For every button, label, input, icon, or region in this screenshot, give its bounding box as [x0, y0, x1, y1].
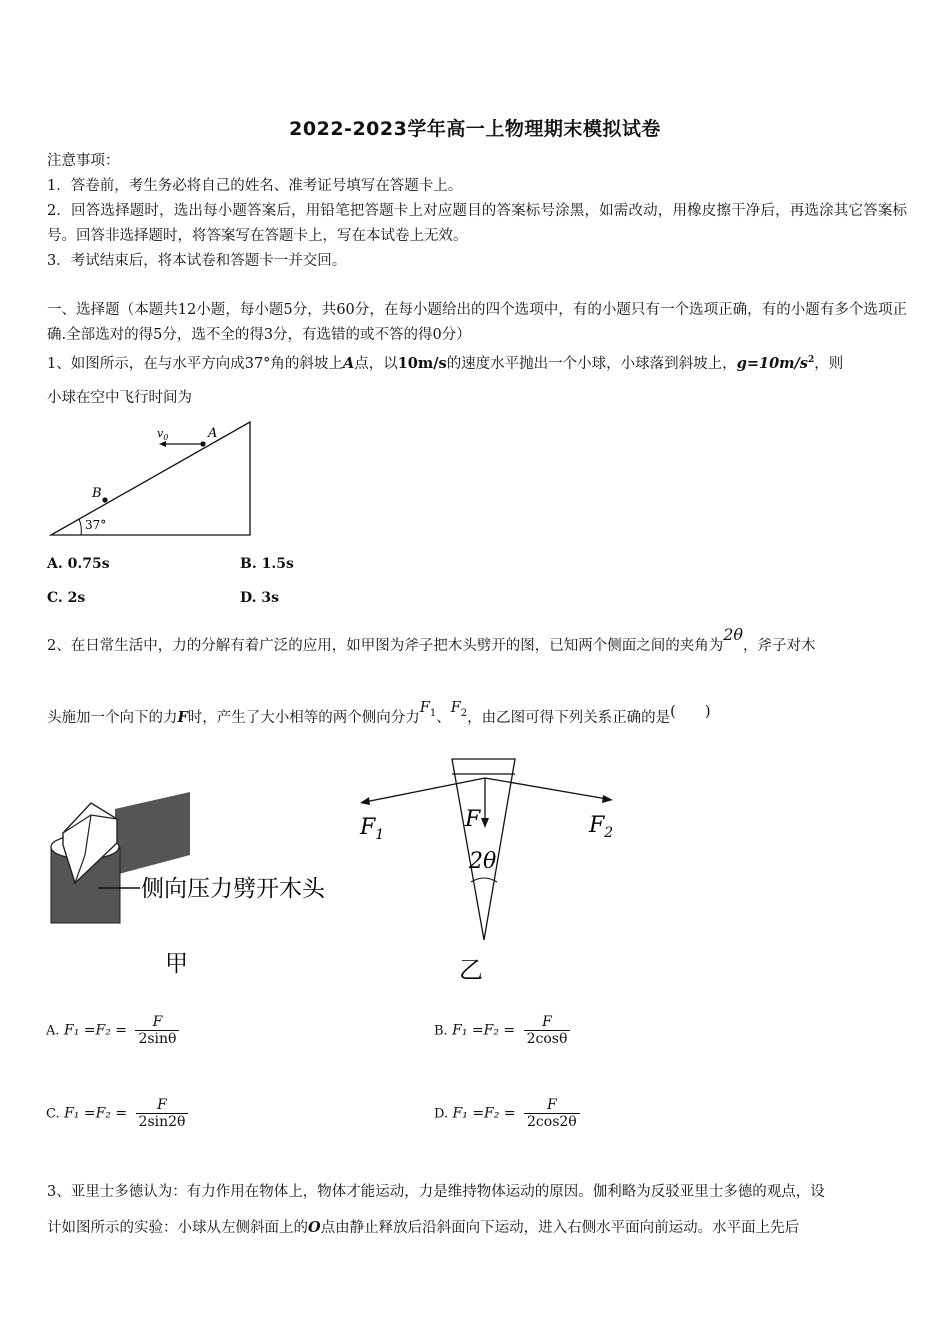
v0-label: $v_0$	[157, 427, 169, 442]
q3-stem-line1: 3、亚里士多德认为：有力作用在物体上，物体才能运动，力是维持物体运动的原因。伽利略为反驳亚里士多德的观点，设	[47, 1184, 825, 1200]
label-f1: $F_1$	[360, 815, 385, 843]
yi-caption: 乙	[459, 956, 483, 984]
jia-label: 侧向压力劈开木头	[141, 876, 325, 902]
incline-triangle	[51, 422, 250, 535]
q1-option-a[interactable]: A. 0.75s	[47, 556, 110, 572]
notice-item-3: 3．考试结束后，将本试卷和答题卡一并交回。	[47, 253, 347, 269]
angle-label: 37°	[85, 518, 107, 532]
q2-option-c[interactable]: C. F₁ =F₂ = $\frac{F}{2\sin 2\theta}$	[46, 1097, 188, 1130]
q1-option-d[interactable]: D. 3s	[240, 590, 280, 606]
q1-stem-line1	[47, 348, 907, 377]
q1-stem-line2: 小球在空中飞行时间为	[47, 390, 192, 406]
point-a-dot	[200, 441, 205, 446]
label-f: F	[465, 807, 481, 832]
label-angle: 2θ	[469, 849, 497, 874]
q2-force: F	[177, 709, 188, 726]
notice-item-2: 2．回答选择题时，选出每小题答案后，用铅笔把答题卡上对应题目的答案标号涂黑，如需改动，用橡皮擦干净后，再选涂其它答案标号。回答非选择题时，将答案写在答题卡上，写在本试卷上无效。	[47, 203, 907, 244]
q1-text-c: 的速度水平抛出一个小球，小球落到斜坡上，	[446, 355, 737, 372]
angle-arc	[79, 519, 81, 535]
axe-handle	[115, 792, 190, 875]
q2-option-b[interactable]: B. F₁ =F₂ = $\frac{F}{2\cos\theta}$	[434, 1014, 570, 1047]
q2-angle: 2θ	[723, 625, 744, 644]
q2-option-a[interactable]: A. F₁ =F₂ = $\frac{F}{2\sin\theta}$	[46, 1014, 179, 1047]
q1-option-c[interactable]: C. 2s	[47, 590, 86, 606]
notice-item-1: 1．答卷前，考生务必将自己的姓名、准考证号填写在答题卡上。	[47, 178, 463, 194]
q1-text-b: 点，以	[354, 355, 398, 372]
q2-text-b: ，斧子对木	[743, 638, 816, 654]
q1-option-b[interactable]: B. 1.5s	[240, 556, 294, 572]
q1-point-a: A	[342, 354, 355, 372]
label-f2: $F_2$	[589, 813, 614, 841]
page-title: 2022-2023学年高一上物理期末模拟试卷	[289, 118, 661, 140]
q2-text-a: 2、在日常生活中，力的分解有着广泛的应用，如甲图为斧子把木头劈开的图，已知两个侧面之间的夹角为	[47, 638, 724, 654]
label-b: B	[92, 486, 102, 501]
q2-figure-jia	[45, 785, 375, 980]
q2-answer-paren: ( )	[670, 704, 711, 720]
q1-speed: 10m/s	[397, 354, 447, 372]
q1-g-sup: 2	[807, 355, 815, 365]
jia-caption: 甲	[165, 951, 188, 977]
q1-incline-figure	[45, 415, 260, 540]
q1-text-d: ，则	[814, 355, 844, 372]
q2-stem-line2: 头施加一个向下的力F时，产生了大小相等的两个侧向分力$F_1$、$F_2$，由乙图可得下列关系正确的是( )	[47, 700, 711, 726]
q2-figure-yi	[355, 752, 635, 987]
label-a: A	[208, 426, 218, 441]
q3-point-o: O	[308, 1219, 321, 1236]
q3-stem-line2: 计如图所示的实验：小球从左侧斜面上的O点由静止释放后沿斜面向下运动，进入右侧水平面向前运动。水平面上先后	[47, 1219, 800, 1236]
notice-heading: 注意事项：	[47, 153, 120, 169]
q1-text-a: 1、如图所示，在与水平方向成37°角的斜坡上	[47, 355, 343, 372]
q1-g: g=10m/s	[736, 354, 808, 372]
section-heading: 一、选择题（本题共12小题，每小题5分，共60分，在每小题给出的四个选项中，有的小题只有一个选项正确，有的小题有多个选项正确.全部选对的得5分，选不全的得3分，有选错的或不答的得0分）	[47, 302, 907, 343]
q2-option-d[interactable]: D. F₁ =F₂ = $\frac{F}{2\cos 2\theta}$	[434, 1097, 580, 1130]
q2-stem-line1	[47, 625, 907, 659]
point-b-dot	[102, 497, 107, 502]
